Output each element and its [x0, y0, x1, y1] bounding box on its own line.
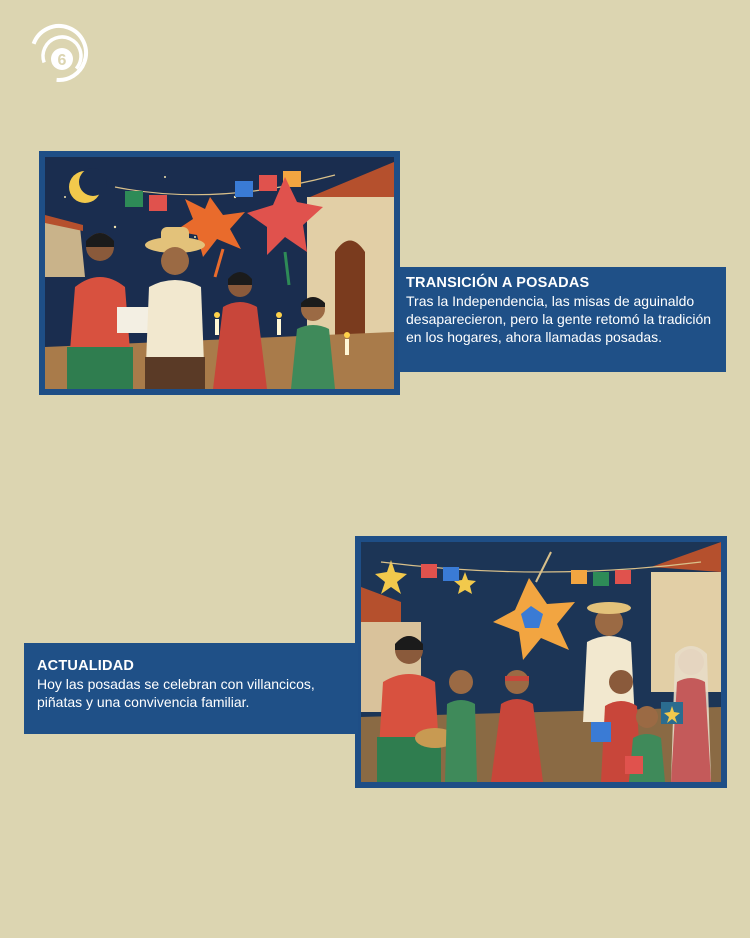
- channel-6-logo-icon: [28, 22, 90, 84]
- posada-procession-illustration-icon: [39, 151, 400, 395]
- modern-posada-pinata-illustration-icon: [355, 536, 727, 788]
- section-caption-transicion: [398, 267, 726, 372]
- logo-glyph: 6: [57, 52, 67, 69]
- section-caption-actualidad: [24, 643, 358, 734]
- section-title: TRANSICIÓN A POSADAS: [406, 275, 590, 291]
- section-body: Hoy las posadas se celebran con villancicos, piñatas y una convivencia familiar.: [37, 676, 315, 710]
- section-body: Tras la Independencia, las misas de aguinaldo desaparecieron, pero la gente retomó la tradición en los hogares, ahora llamadas posadas.: [406, 293, 712, 345]
- section-title: ACTUALIDAD: [37, 658, 135, 674]
